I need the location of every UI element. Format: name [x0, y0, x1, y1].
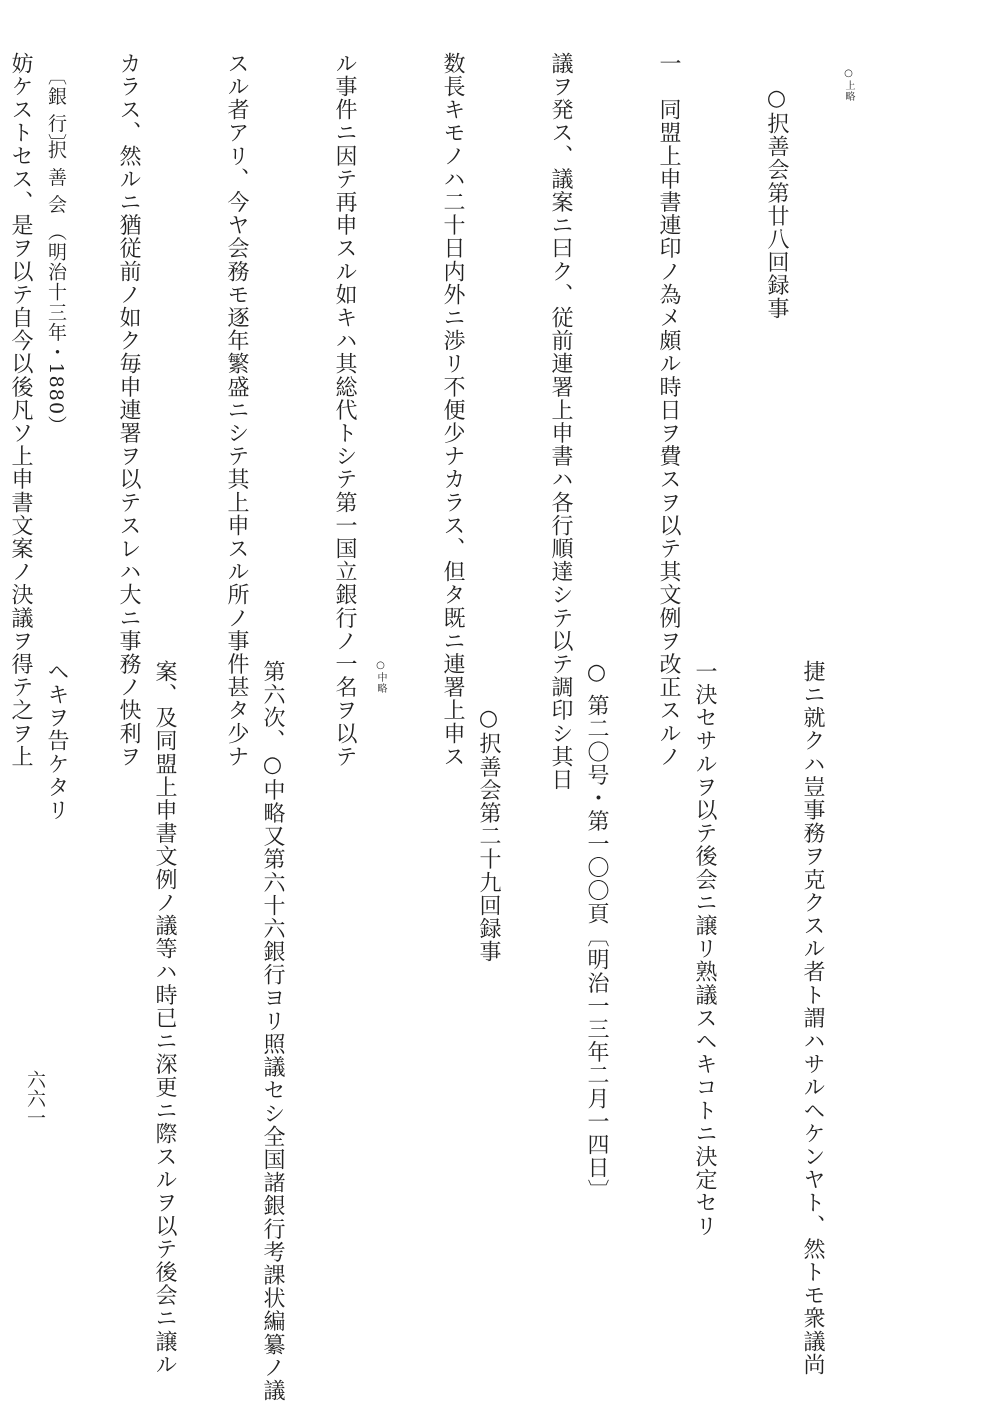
paragraph-column: 一決セサルヲ以テ後会ニ譲リ熟議スヘキコトニ決定セリ [692, 660, 717, 1238]
section-heading: ○択善会第廿八回録事 [764, 86, 789, 320]
record-heading: ○択善会第二十九回録事 [476, 660, 501, 964]
record-citation: ○ 第二〇号・第一〇〇頁〔明治一三年二月一四日〕 [584, 660, 609, 1203]
paragraph-column: カラス、然ルニ猶従前ノ如ク毎申連署ヲ以テスレハ大ニ事務ノ快利ヲ [116, 52, 141, 769]
footer-source: 択 善 会 （明治十三年・1880） [45, 140, 67, 436]
omission-note: ○中略 [375, 660, 386, 695]
paragraph-column: 捷ニ就クハ豈事務ヲ克クスル者ト謂ハサルヘケンヤト、然トモ衆議尚 [800, 660, 825, 1377]
paragraph-column: 妨ケストセス、是ヲ以テ自今以後凡ソ上申書文案ノ決議ヲ得テ之ヲ上 [8, 52, 33, 769]
omission-note: ○上略 [843, 68, 854, 103]
paragraph-column: ル事件ニ因テ再申スル如キハ其総代トシテ第一国立銀行ノ一名ヲ以テ [332, 52, 357, 769]
page-number: 六六一 [24, 1070, 46, 1127]
paragraph-column: 第六次、○中略又第六十六銀行ヨリ照議セシ全国諸銀行考課状編纂ノ議 [260, 660, 285, 1403]
paragraph-column: 一 同盟上申書連印ノ為メ頗ル時日ヲ費スヲ以テ其文例ヲ改正スルノ [656, 52, 681, 769]
paragraph-column: ヘキヲ告ケタリ [44, 660, 69, 822]
paragraph-column: スル者アリ、今ヤ会務モ逐年繁盛ニシテ其上申スル所ノ事件甚タ少ナ [224, 52, 249, 769]
paragraph-column: 議ヲ発ス、議案ニ曰ク、従前連署上申書ハ各行順達シテ以テ調印シ其日 [548, 52, 573, 792]
running-footer-source [20, 140, 116, 640]
paragraph-column: 案、及同盟上申書文例ノ議等ハ時已ニ深更ニ際スルヲ以テ後会ニ譲ル [152, 660, 177, 1377]
footer-category: 〔銀 行〕 [45, 66, 67, 154]
paragraph-column: 数長キモノハ二十日内外ニ渉リ不便少ナカラス、但タ既ニ連署上申ス [440, 52, 465, 769]
bottom-text-block [44, 660, 902, 1403]
